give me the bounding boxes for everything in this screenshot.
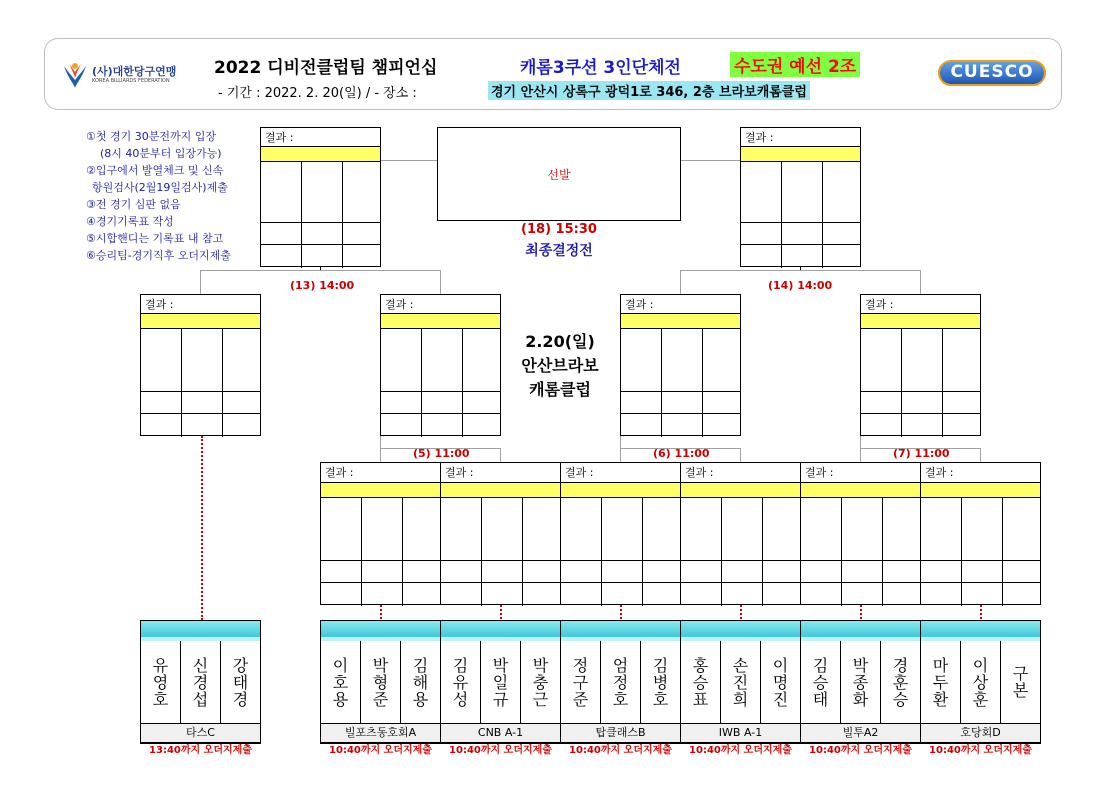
column-divider (882, 498, 883, 606)
federation-logo (60, 58, 175, 92)
column-divider (342, 162, 343, 268)
order-deadline: 10:40까지 오더지제출 (689, 745, 792, 756)
row-divider (381, 413, 500, 414)
column-divider (942, 329, 943, 437)
team-header-bar (321, 621, 440, 638)
instructions-list (86, 128, 258, 264)
connector-line (620, 436, 621, 462)
result-label: 결과 : (325, 466, 354, 479)
dotted-connector (380, 605, 382, 619)
result-label: 결과 : (625, 298, 654, 311)
team-card (680, 620, 801, 756)
result-highlight-bar (321, 482, 440, 498)
player-name: 김 해 용 (400, 641, 440, 723)
row-divider (861, 413, 980, 414)
team-players (921, 641, 1040, 723)
column-divider (481, 498, 482, 606)
row-divider (441, 582, 560, 583)
event-venue: 경기 안산시 상록구 광덕1로 346, 2층 브라보캐롬클럽 (488, 81, 810, 100)
dotted-connector (201, 436, 203, 620)
match-5-time: (5) 11:00 (413, 447, 470, 460)
player-name: 박 충 근 (520, 641, 560, 723)
row-divider (261, 244, 380, 245)
player-name: 김 승 태 (812, 655, 829, 709)
final-time: (18) 15:30 (521, 222, 597, 237)
row-divider (561, 582, 680, 583)
final-title: 최종결정전 (525, 243, 593, 259)
connector-line (680, 270, 921, 271)
player-name: 신 경 섭 (180, 641, 220, 723)
match-14-left-box (620, 294, 741, 436)
center-info-date: 2.20(일) (525, 332, 595, 351)
federation-name: (사)대한당구연맹 (92, 65, 177, 78)
result-highlight-bar (681, 482, 800, 498)
title-event: 캐롬3쿠션 3인단체전 (520, 58, 681, 78)
team-name: CNB A-1 (441, 723, 560, 743)
note-item: ①첫 경기 30분전까지 입장 (86, 130, 216, 143)
match-5-right-box (440, 462, 561, 605)
connector-line (740, 448, 741, 462)
connector-line (380, 436, 381, 462)
team-name: IWB A-1 (681, 723, 800, 743)
player-name: 박 형 준 (360, 641, 400, 723)
row-divider (921, 582, 1040, 583)
connector-line (920, 270, 921, 294)
column-divider (961, 498, 962, 606)
team-card (320, 620, 441, 756)
final-match-box (437, 127, 681, 221)
result-highlight-bar (441, 482, 560, 498)
result-label: 결과 : (385, 298, 414, 311)
federation-subname: KOREA BILLIARDS FEDERATION (92, 78, 170, 84)
column-divider (522, 498, 523, 606)
final-seed-label: 선발 (547, 168, 571, 182)
player-name: 구 본 (1000, 641, 1040, 723)
team-card (920, 620, 1041, 756)
player-name: 홍 승 표 (692, 655, 709, 709)
result-label: 결과 : (145, 298, 174, 311)
dotted-connector (980, 605, 982, 619)
federation-emblem-icon (60, 60, 90, 90)
column-divider (702, 329, 703, 437)
connector-line (860, 436, 861, 462)
connector-line (680, 270, 681, 294)
team-players (321, 641, 440, 723)
player-name: 정 구 준 (572, 655, 589, 709)
team-name: 탑클래스B (561, 723, 680, 743)
result-label: 결과 : (445, 466, 474, 479)
match-14-right-box (860, 294, 981, 436)
center-info-place: 안산브라보 (521, 356, 599, 375)
note-item: 항원검사(2월19일검사)제출 (92, 181, 228, 194)
column-divider (402, 498, 403, 606)
team-players (141, 641, 260, 723)
player-name: 강 태 경 (220, 641, 260, 723)
row-divider (681, 560, 800, 561)
top-left-result-box (260, 127, 381, 267)
match-13-left-box (140, 294, 261, 436)
column-divider (222, 329, 223, 437)
note-item: ⑤시합핸디는 기록표 내 참고 (86, 232, 224, 245)
row-divider (681, 582, 800, 583)
result-highlight-bar (621, 313, 740, 329)
player-name: 이 호 용 (332, 655, 349, 709)
team-players (561, 641, 680, 723)
title-main: 2022 디비전클럽팀 챔피언십 (214, 58, 438, 78)
match-7-right-box (920, 462, 1041, 605)
team-header-bar (441, 621, 560, 638)
order-deadline: 10:40까지 오더지제출 (449, 745, 552, 756)
result-highlight-bar (261, 146, 380, 162)
column-divider (781, 162, 782, 268)
player-name: 유 영 호 (152, 655, 169, 709)
team-header-bar (561, 621, 680, 638)
result-label: 결과 : (685, 466, 714, 479)
column-divider (361, 498, 362, 606)
match-6-right-box (680, 462, 801, 605)
result-label: 결과 : (265, 131, 294, 144)
team-header-bar (681, 621, 800, 638)
team-card (800, 620, 921, 756)
order-deadline: 10:40까지 오더지제출 (569, 745, 672, 756)
result-label: 결과 : (745, 131, 774, 144)
row-divider (921, 560, 1040, 561)
dotted-connector (500, 605, 502, 619)
row-divider (441, 560, 560, 561)
result-label: 결과 : (865, 298, 894, 311)
center-info (500, 330, 620, 402)
column-divider (301, 162, 302, 268)
column-divider (421, 329, 422, 437)
column-divider (1002, 498, 1003, 606)
cuesco-logo (938, 58, 1050, 90)
team-card (140, 620, 261, 756)
row-divider (741, 222, 860, 223)
player-name: 박 일 규 (480, 641, 520, 723)
match-14-time: (14) 14:00 (768, 279, 833, 292)
row-divider (801, 582, 920, 583)
row-divider (561, 560, 680, 561)
note-item: ④경기기록표 작성 (86, 215, 174, 228)
team-name: 빌포츠동호회A (321, 723, 440, 743)
column-divider (462, 329, 463, 437)
player-name: 김 유 성 (452, 655, 469, 709)
match-6-left-box (560, 462, 681, 605)
match-7-left-box (800, 462, 921, 605)
match-7-time: (7) 11:00 (893, 447, 950, 460)
note-item: (8시 40분부터 입장가능) (100, 147, 222, 160)
result-highlight-bar (801, 482, 920, 498)
column-divider (181, 329, 182, 437)
result-highlight-bar (141, 313, 260, 329)
column-divider (601, 498, 602, 606)
team-header-bar (921, 621, 1040, 638)
column-divider (762, 498, 763, 606)
connector-line (500, 448, 501, 462)
result-highlight-bar (741, 146, 860, 162)
match-13-right-box (380, 294, 501, 436)
column-divider (901, 329, 902, 437)
note-item: ⑥승리팀-경기직후 오더지제출 (86, 249, 231, 262)
dotted-connector (740, 605, 742, 619)
dotted-connector (620, 605, 622, 619)
result-highlight-bar (921, 482, 1040, 498)
row-divider (141, 391, 260, 392)
event-period: - 기간 : 2022. 2. 20(일) / - 장소 : (218, 86, 417, 101)
row-divider (321, 560, 440, 561)
player-name: 엄 정 호 (600, 641, 640, 723)
row-divider (801, 560, 920, 561)
result-highlight-bar (561, 482, 680, 498)
row-divider (141, 413, 260, 414)
note-item: ②입구에서 발열체크 및 신속 (86, 164, 224, 177)
result-label: 결과 : (925, 466, 954, 479)
column-divider (841, 498, 842, 606)
center-info-club: 캐롬클럽 (529, 380, 591, 399)
order-deadline: 10:40까지 오더지제출 (929, 745, 1032, 756)
order-deadline: 13:40까지 오더지제출 (149, 745, 252, 756)
team-card (440, 620, 561, 756)
player-name: 이 상 훈 (960, 641, 1000, 723)
match-6-time: (6) 11:00 (653, 447, 710, 460)
column-divider (721, 498, 722, 606)
player-name: 경 훈 승 (880, 641, 920, 723)
order-deadline: 10:40까지 오더지제출 (329, 745, 432, 756)
sponsor-logo-text: CUESCO (950, 62, 1034, 82)
team-header-bar (801, 621, 920, 638)
title-group: 수도권 예선 2조 (730, 52, 860, 77)
row-divider (321, 582, 440, 583)
team-players (441, 641, 560, 723)
result-label: 결과 : (805, 466, 834, 479)
match-13-time: (13) 14:00 (290, 279, 355, 292)
connector-line (200, 270, 441, 271)
team-players (801, 641, 920, 723)
column-divider (822, 162, 823, 268)
player-name: 마 두 환 (932, 655, 949, 709)
connector-line (200, 270, 201, 294)
connector-line (381, 160, 437, 161)
match-5-left-box (320, 462, 441, 605)
team-name: 타스C (141, 723, 260, 743)
row-divider (621, 413, 740, 414)
note-item: ③전 경기 심판 없음 (86, 198, 181, 211)
team-name: 호당회D (921, 723, 1040, 743)
result-highlight-bar (381, 313, 500, 329)
row-divider (621, 391, 740, 392)
order-deadline: 10:40까지 오더지제출 (809, 745, 912, 756)
result-highlight-bar (861, 313, 980, 329)
team-name: 빌투A2 (801, 723, 920, 743)
player-name: 박 종 화 (840, 641, 880, 723)
team-players (681, 641, 800, 723)
team-header-bar (141, 621, 260, 638)
player-name: 김 병 호 (640, 641, 680, 723)
player-name: 손 진 희 (720, 641, 760, 723)
row-divider (261, 222, 380, 223)
dotted-connector (860, 605, 862, 619)
connector-line (680, 160, 740, 161)
connector-line (440, 270, 441, 294)
connector-line (980, 448, 981, 462)
row-divider (381, 391, 500, 392)
player-name: 이 명 진 (760, 641, 800, 723)
row-divider (861, 391, 980, 392)
top-right-result-box (740, 127, 861, 267)
team-card (560, 620, 681, 756)
column-divider (661, 329, 662, 437)
column-divider (642, 498, 643, 606)
result-label: 결과 : (565, 466, 594, 479)
row-divider (741, 244, 860, 245)
